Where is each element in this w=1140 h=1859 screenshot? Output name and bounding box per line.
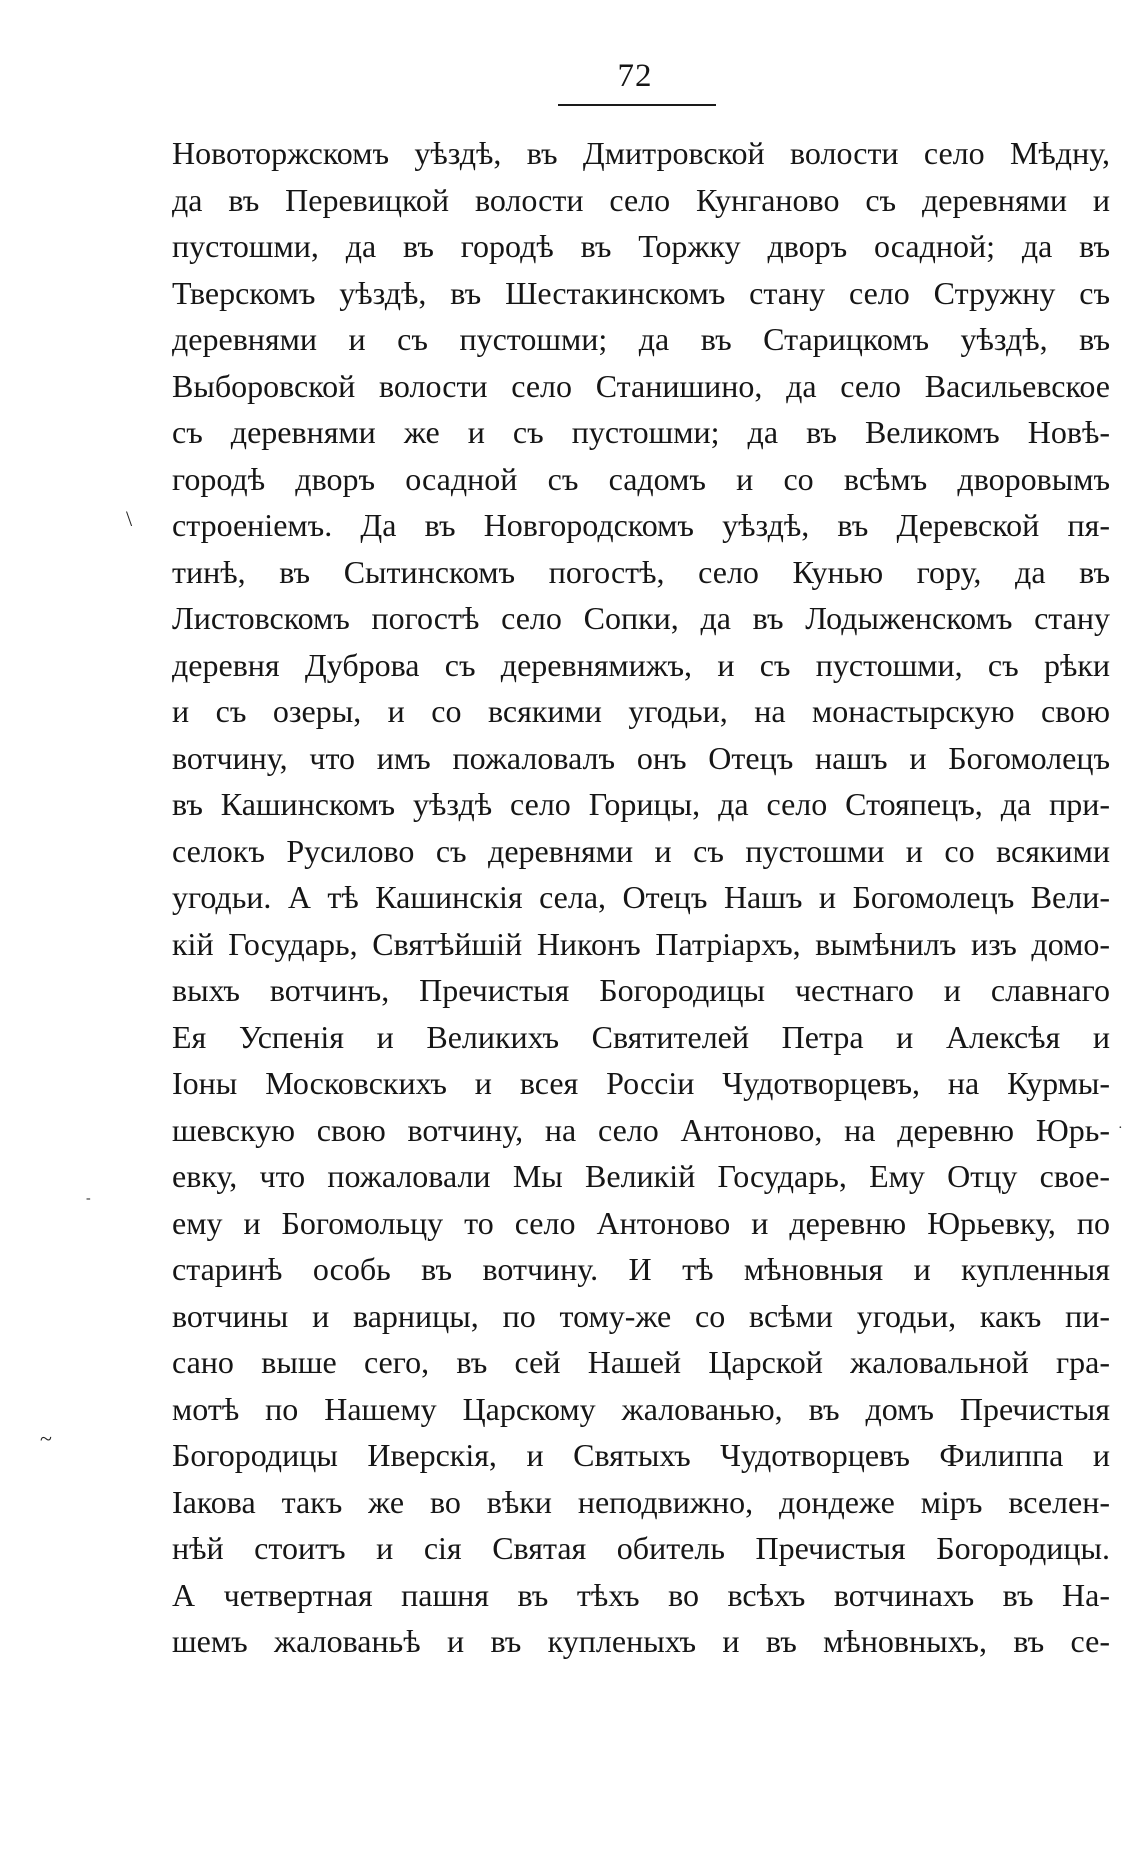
- text-line: тинѣ, въ Сытинскомъ погостѣ, село Кунью гору, да въ: [172, 553, 1110, 590]
- text-line: пустошми, да въ городѣ въ Торжку дворъ осадной; да въ: [172, 228, 1110, 264]
- text-line: Листовскомъ погостѣ село Сопки, да въ Лодыженскомъ стану: [172, 600, 1110, 636]
- margin-mark: -: [86, 1191, 91, 1206]
- text-line: вотчину, что имъ пожаловалъ онъ Отецъ нашъ и Богомолецъ: [172, 739, 1110, 776]
- text-line: съ деревнями же и съ пустошми; да въ Великомъ Новѣ-: [172, 414, 1110, 450]
- text-line: и съ озеры, и со всякими угодьи, на монастырскую свою: [172, 693, 1110, 729]
- text-line: Выборовской волости село Станишино, да село Васильевское: [172, 367, 1110, 404]
- text-line: А четвертная пашня въ тѣхъ во всѣхъ вотчинахъ въ На-: [172, 1576, 1110, 1613]
- text-line: городѣ дворъ осадной съ садомъ и со всѣмъ дворовымъ: [172, 460, 1110, 497]
- text-line: Богородицы Иверскія, и Святыхъ Чудотворцевъ Филиппа и: [172, 1437, 1110, 1473]
- text-line: да въ Перевицкой волости село Кунганово съ деревнями и: [172, 181, 1110, 218]
- text-line: деревня Дуброва съ деревнямижъ, и съ пустошми, съ рѣки: [172, 646, 1110, 683]
- text-line: селокъ Русилово съ деревнями и съ пустошми и со всякими: [172, 832, 1110, 869]
- text-line: Новоторжскомъ уѣздѣ, въ Дмитровской волости село Мѣдну,: [172, 135, 1110, 171]
- text-line: сано выше сего, въ сей Нашей Царской жаловальной гра-: [172, 1344, 1110, 1380]
- text-line: шевскую свою вотчину, на село Антоново, на деревню Юрь-: [172, 1111, 1110, 1148]
- body-text: [172, 130, 1110, 1665]
- margin-mark: ·: [1118, 1121, 1123, 1136]
- text-line: Ея Успенія и Великихъ Святителей Петра и Алексѣя и: [172, 1018, 1110, 1055]
- text-line: ему и Богомольцу то село Антоново и деревню Юрьевку, по: [172, 1204, 1110, 1241]
- text-line: Іоны Московскихъ и всея Россіи Чудотворцевъ, на Курмы-: [172, 1065, 1110, 1101]
- text-line: въ Кашинскомъ уѣздѣ село Горицы, да село Стояпецъ, да при-: [172, 786, 1110, 822]
- text-line: Тверскомъ уѣздѣ, въ Шестакинскомъ стану село Стружну съ: [172, 274, 1110, 311]
- text-line: мотѣ по Нашему Царскому жалованью, въ домъ Пречистыя: [172, 1390, 1110, 1427]
- text-line: деревнями и съ пустошми; да въ Старицкомъ уѣздѣ, въ: [172, 321, 1110, 357]
- text-line: старинѣ особь въ вотчину. И тѣ мѣновныя и купленныя: [172, 1251, 1110, 1287]
- text-line: шемъ жалованьѣ и въ купленыхъ и въ мѣновныхъ, въ се-: [172, 1623, 1110, 1659]
- margin-mark: ~: [40, 1426, 52, 1451]
- margin-mark: \: [126, 506, 133, 531]
- text-line: кій Государь, Святѣйшій Никонъ Патріархъ, вымѣнилъ изъ домо-: [172, 925, 1110, 962]
- page-number-rule: [558, 104, 716, 106]
- text-line: строеніемъ. Да въ Новгородскомъ уѣздѣ, въ Деревской пя-: [172, 507, 1110, 543]
- text-line: Іакова такъ же во вѣки неподвижно, дондеже міръ вселен-: [172, 1483, 1110, 1520]
- page-number: 72: [617, 58, 653, 94]
- text-line: евку, что пожаловали Мы Великій Государь, Ему Отцу свое-: [172, 1158, 1110, 1194]
- text-line: выхъ вотчинъ, Пречистыя Богородицы честнаго и славнаго: [172, 972, 1110, 1008]
- text-line: вотчины и варницы, по тому-же со всѣми угодьи, какъ пи-: [172, 1297, 1110, 1334]
- text-line: нѣй стоитъ и сія Святая обитель Пречистыя Богородицы.: [172, 1530, 1110, 1566]
- text-line: угодьи. А тѣ Кашинскія села, Отецъ Нашъ и Богомолецъ Вели-: [172, 879, 1110, 915]
